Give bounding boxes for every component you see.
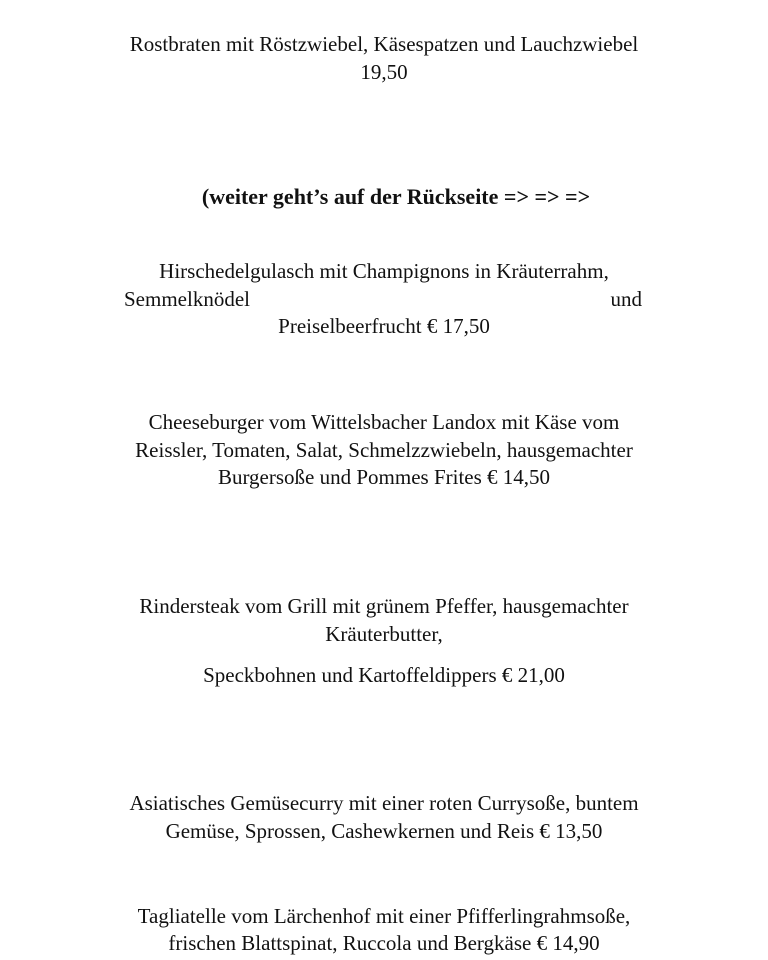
hirsch-line-3: Preiselbeerfrucht € 17,50 (278, 314, 490, 338)
cheeseburger-line-1: Cheeseburger vom Wittelsbacher Landox mit Käse vom (148, 410, 620, 434)
rindersteak-line-2: Kräuterbutter, (325, 622, 443, 646)
curry-line-1: Asiatisches Gemüsecurry mit einer roten Currysoße, buntem (129, 791, 639, 815)
rindersteak-line-1: Rindersteak vom Grill mit grünem Pfeffer, hausgemachter (139, 594, 629, 618)
tagliatelle-line-2: frischen Blattspinat, Ruccola und Bergkäse € 14,90 (168, 931, 600, 955)
rostbraten-price: 19,50 (360, 60, 408, 84)
cheeseburger-line-3: Burgersoße und Pommes Frites € 14,50 (217, 465, 551, 489)
hirsch-line-2-left: Semmelknödel (124, 287, 250, 311)
hirsch-line-1: Hirschedelgulasch mit Champignons in Kräuterrahm, (159, 259, 609, 283)
tagliatelle-line-1: Tagliatelle vom Lärchenhof mit einer Pfifferlingrahmsoße, (137, 904, 631, 928)
rindersteak-line-3: Speckbohnen und Kartoffeldippers € 21,00 (203, 663, 565, 687)
curry-line-2: Gemüse, Sprossen, Cashewkernen und Reis € 13,50 (165, 819, 603, 843)
rostbraten-description: Rostbraten mit Röstzwiebel, Käsespatzen und Lauchzwiebel (129, 32, 639, 56)
hirsch-line-2 (124, 285, 642, 313)
cheeseburger-line-2: Reissler, Tomaten, Salat, Schmelzzwiebeln, hausgemachter (135, 438, 633, 462)
continue-note: (weiter geht’s auf der Rückseite => => => (201, 184, 591, 209)
hirsch-line-2-right: und (610, 287, 642, 311)
